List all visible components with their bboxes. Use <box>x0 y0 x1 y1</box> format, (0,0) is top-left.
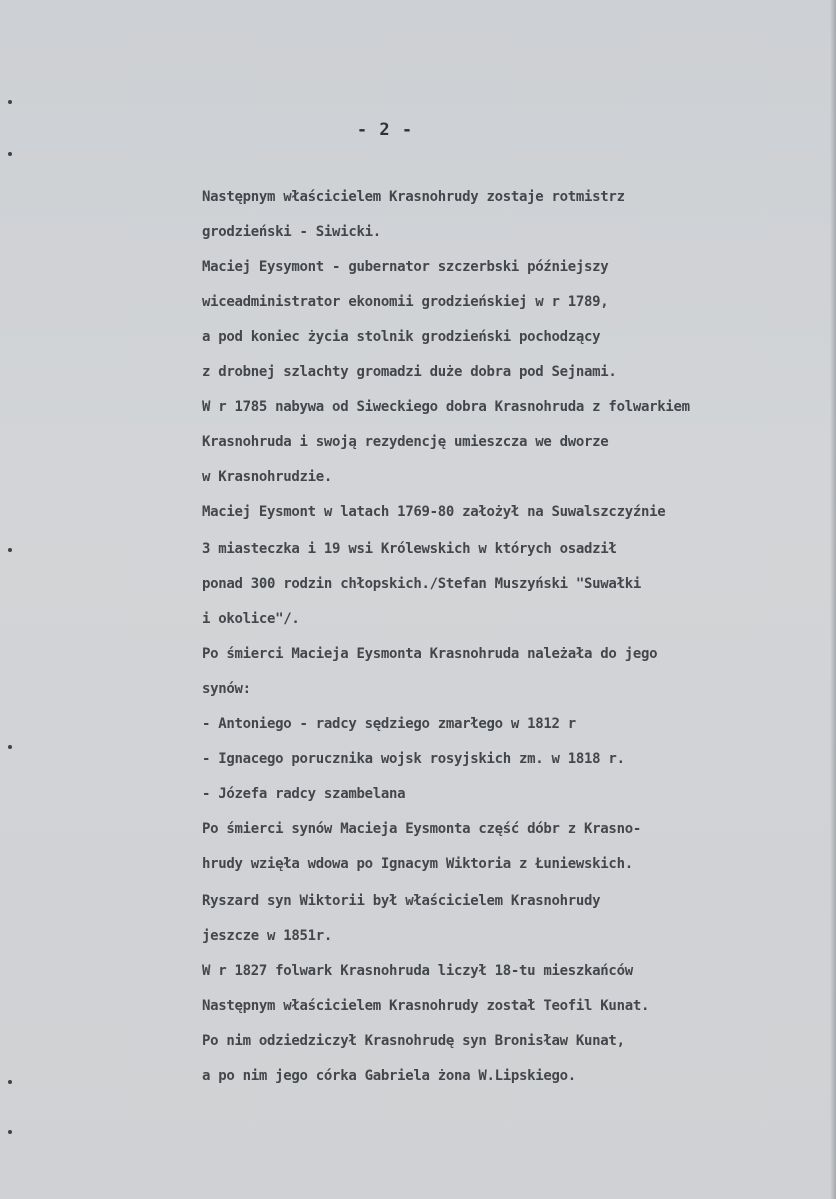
margin-speck <box>8 100 12 104</box>
page-number: - 2 - <box>356 120 414 140</box>
text-line: W r 1785 nabywa od Siweckiego dobra Krasnohruda z folwarkiem <box>202 399 690 415</box>
text-line: z drobnej szlachty gromadzi duże dobra pod Sejnami. <box>202 364 617 380</box>
text-line: ponad 300 rodzin chłopskich./Stefan Muszyński "Suwałki <box>202 576 641 592</box>
margin-speck <box>8 745 12 749</box>
text-line: grodzieński - Siwicki. <box>202 224 381 240</box>
text-line: wiceadministrator ekonomii grodzieńskiej w r 1789, <box>202 294 609 310</box>
text-line: Po śmierci Macieja Eysmonta Krasnohruda należała do jego <box>202 646 658 662</box>
text-line: W r 1827 folwark Krasnohruda liczył 18-tu mieszkańców <box>202 963 633 979</box>
text-line: Następnym właścicielem Krasnohrudy został Teofil Kunat. <box>202 998 650 1014</box>
margin-speck <box>8 548 12 552</box>
text-line: - Antoniego - radcy sędziego zmarłego w 1812 r <box>202 716 576 732</box>
text-line: Maciej Eysmont w latach 1769-80 założył na Suwalszczyźnie <box>202 504 666 520</box>
text-line: Krasnohruda i swoją rezydencję umieszcza we dworze <box>202 434 609 450</box>
text-line: i okolice"/. <box>202 611 300 627</box>
text-line: hrudy wzięła wdowa po Ignacym Wiktoria z Łuniewskich. <box>202 856 633 872</box>
margin-speck <box>8 152 12 156</box>
text-line: Po nim odziedziczył Krasnohrudę syn Bronisław Kunat, <box>202 1033 625 1049</box>
body-text <box>202 188 832 1085</box>
margin-speck <box>8 1080 12 1084</box>
text-line: jeszcze w 1851r. <box>202 928 333 944</box>
text-line: a po nim jego córka Gabriela żona W.Lipskiego. <box>202 1068 576 1084</box>
text-line: - Józefa radcy szambelana <box>202 786 406 802</box>
text-line: 3 miasteczka i 19 wsi Królewskich w których osadził <box>202 541 617 557</box>
text-line: Następnym właścicielem Krasnohrudy zostaje rotmistrz <box>202 189 625 205</box>
text-line: Maciej Eysymont - gubernator szczerbski późniejszy <box>202 259 609 275</box>
text-line: Ryszard syn Wiktorii był właścicielem Krasnohrudy <box>202 893 601 909</box>
text-line: - Ignacego porucznika wojsk rosyjskich zm. w 1818 r. <box>202 751 625 767</box>
text-line: Po śmierci synów Macieja Eysmonta część dóbr z Krasno- <box>202 821 641 837</box>
text-line: w Krasnohrudzie. <box>202 469 333 485</box>
text-line: a pod koniec życia stolnik grodzieński pochodzący <box>202 329 601 345</box>
margin-speck <box>8 1130 12 1134</box>
text-line: synów: <box>202 681 251 697</box>
